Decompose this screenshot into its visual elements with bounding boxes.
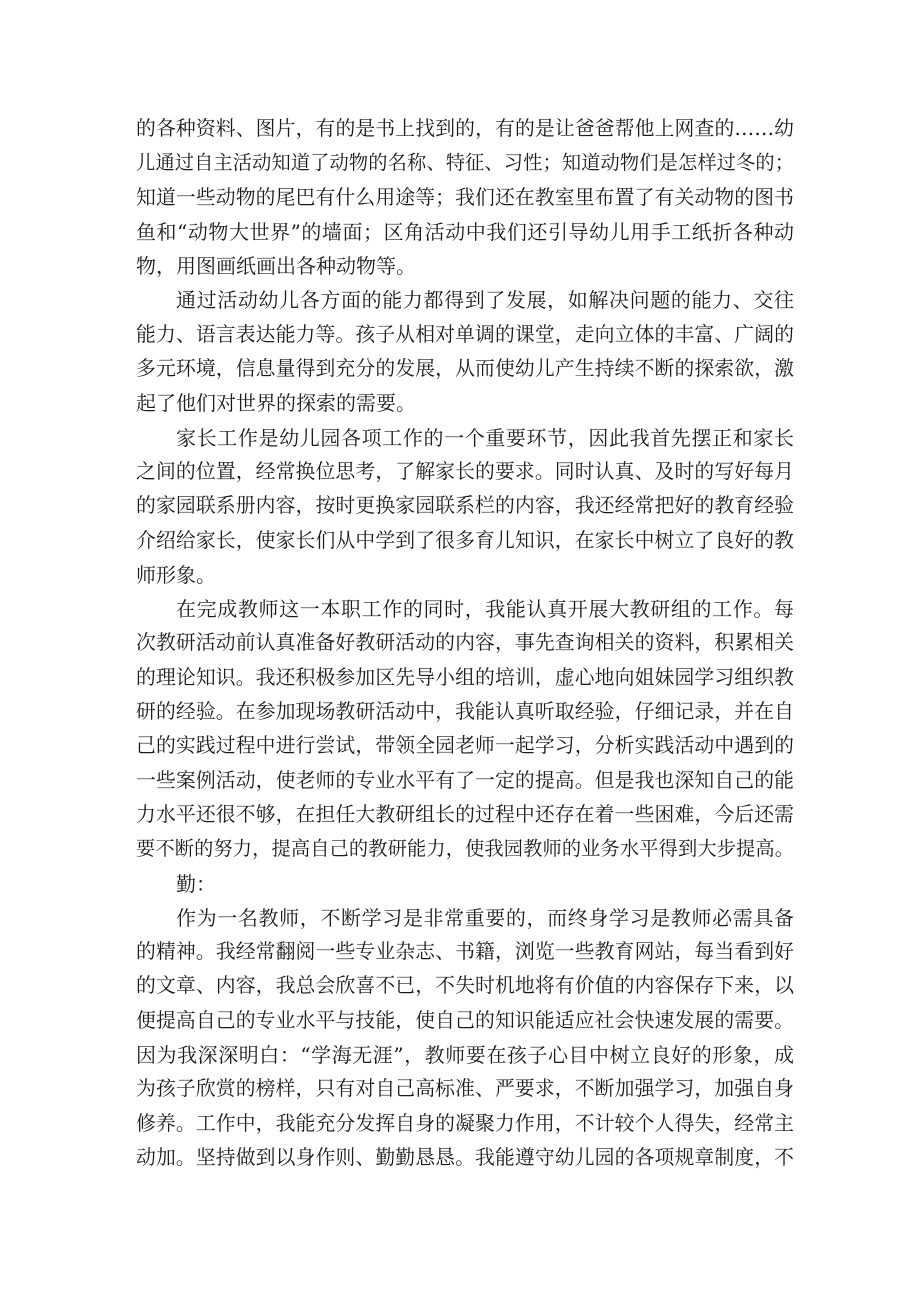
text-line: 的精神。我经常翻阅一些专业杂志、书籍，浏览一些教育网站，每当看到好 — [136, 940, 794, 964]
text-line: 为孩子欣赏的榜样，只有对自己高标准、严要求，不断加强学习，加强自身 — [136, 1077, 794, 1101]
text-line: 在完成教师这一本职工作的同时，我能认真开展大教研组的工作。每 — [176, 597, 794, 622]
text-line: 起了他们对世界的探索的需要。 — [136, 391, 416, 416]
text-line: 力水平还很不够，在担任大教研组长的过程中还存在着一些困难，今后还需 — [136, 802, 794, 826]
text-line: 因为我深深明白：“学海无涯”，教师要在孩子心目中树立良好的形象，成 — [136, 1043, 794, 1068]
text-line: 鱼和“动物大世界”的墙面；区角活动中我们还引导幼儿用手工纸折各种动 — [136, 219, 794, 244]
text-line: 多元环境，信息量得到充分的发展，从而使幼儿产生持续不断的探索欲，激 — [136, 357, 794, 381]
text-line: 介绍给家长，使家长们从中学到了很多育儿知识，在家长中树立了良好的教 — [136, 528, 794, 552]
text-line: 作为一名教师，不断学习是非常重要的，而终身学习是教师必需具备 — [176, 905, 794, 930]
text-line: 便提高自己的专业水平与技能，使自己的知识能适应社会快速发展的需要。 — [136, 1008, 794, 1032]
text-line: 的各种资料、图片，有的是书上找到的，有的是让爸爸帮他上网查的……幼 — [136, 117, 794, 140]
text-line: 家长工作是幼儿园各项工作的一个重要环节，因此我首先摆正和家长 — [176, 425, 794, 450]
text-line: 的家园联系册内容，按时更换家园联系栏的内容，我还经常把好的教育经验 — [136, 494, 794, 518]
document-body — [136, 112, 794, 1175]
text-line: 要不断的努力，提高自己的教研能力，使我园教师的业务水平得到大步提高。 — [136, 837, 794, 861]
text-line: 儿通过自主活动知道了动物的名称、特征、习性；知道动物们是怎样过冬的； — [136, 151, 794, 175]
text-line: 己的实践过程中进行尝试，带领全园老师一起学习，分析实践活动中遇到的 — [136, 734, 794, 758]
text-line: 勤： — [176, 871, 216, 896]
text-line: 之间的位置，经常换位思考，了解家长的要求。同时认真、及时的写好每月 — [136, 459, 794, 483]
text-line: 物，用图画纸画出各种动物等。 — [136, 254, 416, 279]
text-line: 次教研活动前认真准备好教研活动的内容，事先查询相关的资料，积累相关 — [136, 631, 794, 655]
text-line: 修养。工作中，我能充分发挥自身的凝聚力作用，不计较个人得失，经常主 — [136, 1111, 794, 1135]
text-line: 一些案例活动，使老师的专业水平有了一定的提高。但是我也深知自己的能 — [136, 768, 794, 792]
text-line: 通过活动幼儿各方面的能力都得到了发展，如解决问题的能力、交往 — [176, 288, 794, 313]
text-line: 的理论知识。我还积极参加区先导小组的培训，虚心地向姐妹园学习组织教 — [136, 665, 794, 689]
text-line: 的文章、内容，我总会欣喜不已，不失时机地将有价值的内容保存下来，以 — [136, 974, 794, 998]
text-line: 研的经验。在参加现场教研活动中，我能认真听取经验，仔细记录，并在自 — [136, 700, 794, 724]
text-line: 动加。坚持做到以身作则、勤勤恳恳。我能遵守幼儿园的各项规章制度，不 — [136, 1145, 794, 1169]
text-line: 师形象。 — [136, 562, 216, 587]
text-line: 知道一些动物的尾巴有什么用途等；我们还在教室里布置了有关动物的图书 — [136, 185, 794, 209]
text-line: 能力、语言表达能力等。孩子从相对单调的课堂，走向立体的丰富、广阔的 — [136, 322, 794, 346]
